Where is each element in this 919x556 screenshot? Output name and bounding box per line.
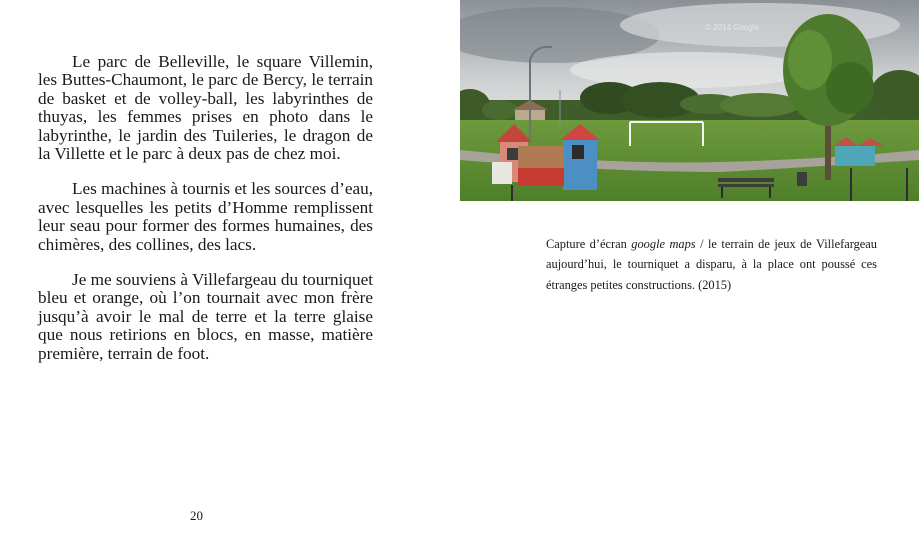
paragraph-1: Le parc de Belleville, le square Villemin, les Buttes-Chaumont, le parc de Bercy, le terrain de basket et de volley-ball, les labyrinthes de thuyas, les femmes prises en photo dans le labyrinthe, le jardin des Tuileries, le dragon de la Villette et le parc à deux pas de chez moi.	[38, 52, 373, 164]
trash-bin	[797, 172, 807, 186]
playground-photo	[460, 0, 919, 201]
photo-caption	[546, 234, 877, 295]
right-page	[460, 0, 919, 556]
page-number: 20	[190, 508, 203, 523]
body-text	[38, 53, 373, 380]
paragraph-2: Les machines à tournis et les sources d’eau, avec lesquelles les petits d’Homme remplissent leur seau pour former des formes humaines, des chimères, des collines, des lacs.	[38, 179, 373, 254]
caption-prefix: Capture d’écran	[546, 237, 632, 251]
caption-source: google maps	[631, 237, 696, 251]
photo-watermark: © 2014 Google	[705, 23, 759, 32]
paragraph-3: Je me souviens à Villefargeau du tourniquet bleu et orange, où l’on tournait avec mon frère jusqu’à avoir le mal de terre et la terre glaise que nous retirions en blocs, en masse, matière première, terrain de foot.	[38, 270, 373, 363]
caption-text: / le terrain de jeux de Villefargeau aujourd’hui, le tourniquet a disparu, à la place ont poussé ces étranges petites constructions. (2015)	[546, 237, 877, 292]
